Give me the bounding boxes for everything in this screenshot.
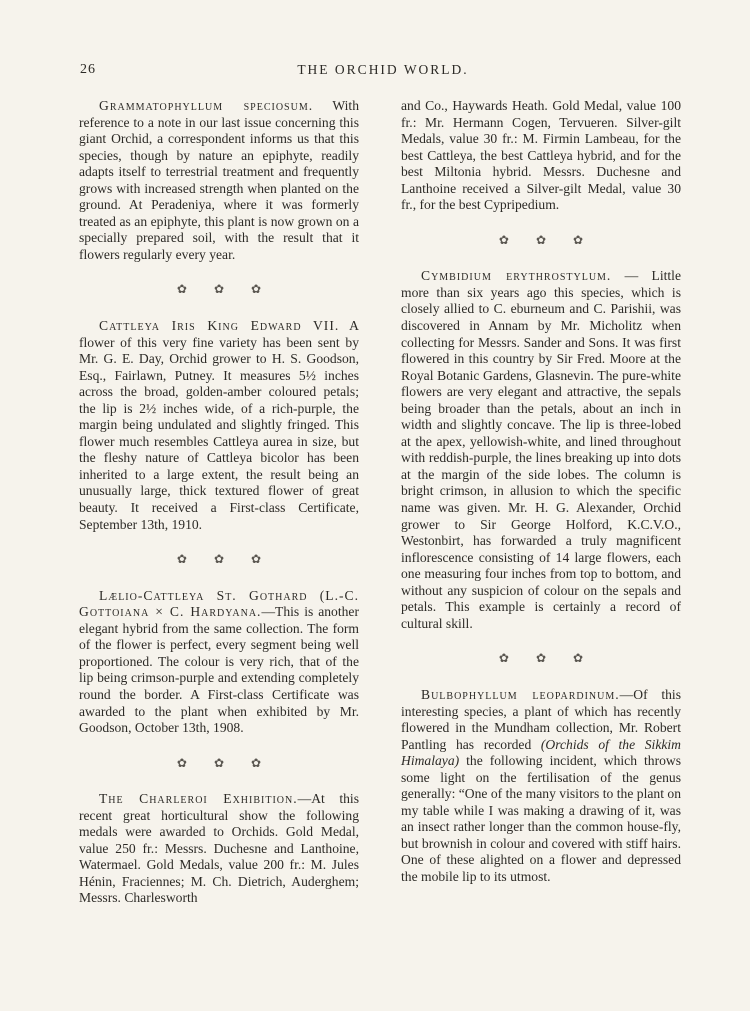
article-title: Cattleya Iris King Edward VII. [99, 318, 340, 334]
ornament-divider: ✿ ✿ ✿ [498, 232, 596, 247]
running-title: THE ORCHID WORLD. [297, 62, 469, 77]
page-header [80, 62, 686, 84]
article-cymbidium [401, 268, 681, 632]
article-body: and Co., Haywards Heath. Gold Medal, value 100 fr.: Mr. Hermann Cogen, Tervueren. Silver-gilt Medals, value 30 fr.: M. Firmin Lambeau, for the best Cattleya, the best Cattleya hybrid, and for the best Miltonia hybrid. Messrs. Duchesne and Lanthoine received a Silver-gilt Medal, value 30 fr., for the best Cypripedium. [401, 98, 681, 213]
article-grammatophyllum [79, 98, 359, 263]
ornament-divider: ✿ ✿ ✿ [176, 282, 274, 297]
ornament-divider: ✿ ✿ ✿ [176, 552, 274, 567]
article-body: —At this recent great horticultural show the following medals were awarded to Orchids. Gold Medal, value 250 fr.: Messrs. Duchesne and Lanthoine, Watermael. Gold Medals, value 200 fr.: M. Jules Hénin, Fraciennes; M. Ch. Dietrich, Auderghem; Messrs. Charlesworth [79, 791, 359, 906]
book-citation: (Orchids of the Sikkim Himalaya) [401, 736, 681, 769]
article-title: Bulbophyllum leopardinum. [421, 686, 620, 702]
article-body: A flower of this very fine variety has been sent by Mr. G. E. Day, Orchid grower to H. S. Goodson, Esq., Fairlawn, Putney. It measures 5½ inches across the broad, golden-amber coloured petals; the lip is 2½ inches wide, of a rich-purple, the margin being undulated and slightly fringed. This flower much resembles Cattleya aurea in size, but the fleshy nature of Cattleya bicolor has been inherited to a large extent, the result being an unusually large, thick textured flower of great beauty. It received a First-class Certificate, September 13th, 1910. [79, 318, 359, 532]
article-charleroi-continued [401, 98, 681, 214]
ornament-divider: ✿ ✿ ✿ [176, 755, 274, 770]
left-column [79, 98, 359, 907]
article-bulbophyllum [401, 687, 681, 886]
page-number: 26 [80, 62, 96, 77]
article-body: —This is another elegant hybrid from the same collection. The form of the flower is perfect, every segment being well proportioned. The colour is very rich, that of the lip being crimson-purple and extending completely round the border. A First-class Certificate was awarded to the plant when exhibited by Mr. Goodson, October 13th, 1908. [79, 604, 359, 736]
article-body: —Of this interesting species, a plant of which has recently flowered in the Mundham collection, Mr. Robert Pantling has recorded [401, 686, 681, 752]
article-body: With reference to a note in our last issue concerning this giant Orchid, a correspondent informs us that this species, though by nature an epiphyte, readily adapts itself to terrestrial treatment and frequently grows with increased strength when planted on the ground. At Peradeniya, where it was formerly treated as an epiphyte, this plant is now grown on a specially prepared soil, with the result that it flowers regularly every year. [79, 98, 359, 262]
ornament-divider: ✿ ✿ ✿ [498, 651, 596, 666]
article-cattleya-iris [79, 318, 359, 533]
article-body: the following incident, which throws some light on the fertilisation of the genus generally: “One of the many visitors to the plant on my table while I was making a drawing of it, was an insect rather longer than the common house-fly, but brownish in colour and covered with stiff hairs. One of these alighted on a flower and depressed the mobile lip to its utmost. [401, 753, 681, 884]
right-column [401, 98, 681, 886]
article-body: — Little more than six years ago this species, which is closely allied to C. eburneum and C. Parishii, was discovered in Annam by Mr. Micholitz when collecting for Messrs. Sander and Sons. It was first flowered in this country by Sir Fred. Moore at the Royal Botanic Gardens, Glasnevin. The pure-white flowers are very elegant and attractive, the sepals being broader than the petals, about an inch in width and slightly concave. The lip is three-lobed at the apex, yellowish-white, and lined throughout with reddish-purple, the lines breaking up into dots at the margin of the side lobes. The column is bright crimson, in allusion to which the specific name was given. Mr. H. G. Alexander, Orchid grower to Sir George Holford, K.C.V.O., Westonbirt, has forwarded a truly magnificent inflorescence consisting of 14 large flowers, each one measuring four inches from top to bottom, and without any suspicion of colour on the sepals and petals. This example is certainly a record of cultural skill. [401, 268, 681, 631]
article-charleroi [79, 791, 359, 907]
article-title: The Charleroi Exhibition. [99, 791, 298, 807]
article-title: Cymbidium erythrostylum. [421, 268, 612, 284]
article-laelio-cattleya [79, 588, 359, 737]
article-title: Grammatophyllum speciosum. [99, 98, 314, 113]
article-title: Lælio-Cattleya St. Gothard (L.-C. Gottoiana × C. Hardyana. [79, 587, 359, 620]
